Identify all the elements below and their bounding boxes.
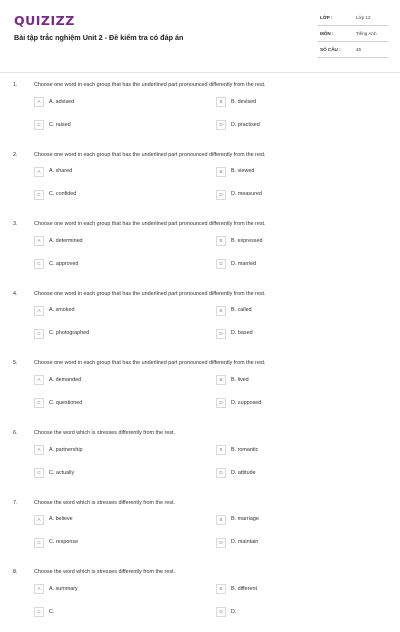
- option-letter-box[interactable]: D: [216, 329, 226, 339]
- option-letter-box[interactable]: D: [216, 120, 226, 130]
- question-item: [0, 423, 400, 493]
- question-text: Choose one word in each group that has the underlined part pronounced differently from the rest.: [34, 221, 266, 228]
- option-letter-box[interactable]: C: [34, 538, 44, 548]
- option-label: A. summary: [49, 585, 78, 592]
- meta-value: 45: [356, 47, 362, 52]
- option-label: B. marriage: [231, 516, 259, 523]
- option-letter-box[interactable]: C: [34, 329, 44, 339]
- option-letter-box[interactable]: A: [34, 584, 44, 594]
- question-number: 5.: [13, 360, 18, 367]
- option-label: A. shared: [49, 168, 73, 175]
- option-letter-box[interactable]: C: [34, 398, 44, 408]
- question-text: Choose one word in each group that has the underlined part pronounced differently from the rest.: [34, 360, 266, 367]
- question-number: 1.: [13, 82, 18, 88]
- option-label: C. approved: [49, 260, 79, 267]
- option-label: A. partnership: [49, 446, 83, 453]
- option-label: C. confided: [49, 191, 77, 198]
- option-label: C.: [49, 608, 55, 615]
- option-letter-box[interactable]: B: [216, 236, 226, 246]
- question-item: [0, 493, 400, 563]
- question-number: 8.: [13, 569, 18, 576]
- option-label: B. lived: [231, 376, 249, 383]
- option-label: C. response: [49, 539, 79, 546]
- meta-value: Lớp 12: [356, 15, 371, 20]
- option-label: D. supposed: [231, 399, 262, 406]
- option-label: B. romantic: [231, 446, 259, 453]
- option-label: D. based: [231, 330, 253, 337]
- question-text: Choose the word which is stresses differently from the rest.: [34, 430, 176, 436]
- option-label: D. maintain: [231, 539, 259, 546]
- header-divider: [0, 72, 400, 73]
- option-letter-box[interactable]: D: [216, 538, 226, 548]
- question-item: [0, 214, 400, 284]
- option-letter-box[interactable]: D: [216, 607, 226, 617]
- option-letter-box[interactable]: B: [216, 167, 226, 177]
- option-label: B. expressed: [231, 237, 263, 244]
- worksheet-header: [0, 0, 400, 72]
- question-text: Choose one word in each group that has the underlined part pronounced differently from the rest.: [34, 290, 266, 297]
- option-label: B. viewed: [231, 168, 255, 175]
- question-text: Choose the word which is stresses differently from the rest.: [34, 569, 176, 576]
- meta-key: LỚP :: [320, 15, 333, 20]
- meta-row-class: [318, 12, 388, 26]
- option-label: A. advised: [49, 98, 75, 105]
- question-item: [0, 353, 400, 423]
- meta-value: Tiếng Anh: [356, 31, 377, 36]
- question-item: [0, 562, 400, 632]
- question-number: 6.: [13, 430, 18, 436]
- option-label: B. different: [231, 585, 257, 592]
- option-label: C. actually: [49, 469, 75, 476]
- option-label: C. questioned: [49, 399, 83, 406]
- option-label: B. devised: [231, 98, 257, 105]
- meta-row-count: [318, 44, 388, 58]
- option-letter-box[interactable]: B: [216, 584, 226, 594]
- option-letter-box[interactable]: B: [216, 445, 226, 455]
- option-letter-box[interactable]: A: [34, 445, 44, 455]
- question-text: Choose one word in each group that has the underlined part pronounced differently from the rest.: [34, 151, 266, 158]
- option-letter-box[interactable]: A: [34, 97, 44, 107]
- option-label: A. demanded: [49, 376, 82, 383]
- option-letter-box[interactable]: C: [34, 259, 44, 269]
- option-label: D. attitude: [231, 469, 256, 476]
- question-number: 3.: [13, 221, 18, 228]
- question-text: Choose one word in each group that has the underlined part pronounced differently from the rest.: [34, 82, 266, 88]
- option-letter-box[interactable]: C: [34, 468, 44, 478]
- question-item: [0, 75, 400, 145]
- question-number: 7.: [13, 499, 18, 506]
- option-letter-box[interactable]: B: [216, 515, 226, 525]
- option-letter-box[interactable]: A: [34, 236, 44, 246]
- option-label: A. determined: [49, 237, 83, 244]
- option-label: B. called: [231, 307, 252, 314]
- option-letter-box[interactable]: D: [216, 468, 226, 478]
- option-letter-box[interactable]: A: [34, 375, 44, 385]
- option-letter-box[interactable]: D: [216, 190, 226, 200]
- question-text: Choose the word which is stresses differently from the rest.: [34, 499, 176, 506]
- option-letter-box[interactable]: D: [216, 259, 226, 269]
- question-number: 2.: [13, 151, 18, 158]
- option-letter-box[interactable]: B: [216, 306, 226, 316]
- option-letter-box[interactable]: A: [34, 167, 44, 177]
- option-label: D.: [231, 608, 237, 615]
- question-number: 4.: [13, 290, 18, 297]
- option-letter-box[interactable]: C: [34, 607, 44, 617]
- meta-key: MÔN :: [320, 31, 334, 36]
- option-label: C. raised: [49, 121, 71, 128]
- option-letter-box[interactable]: A: [34, 515, 44, 525]
- option-label: D. practised: [231, 121, 260, 128]
- option-label: D. measured: [231, 191, 262, 198]
- option-letter-box[interactable]: A: [34, 306, 44, 316]
- meta-row-subject: [318, 28, 388, 42]
- option-label: D. married: [231, 260, 257, 267]
- option-label: A. believe: [49, 516, 73, 523]
- question-item: [0, 145, 400, 215]
- quizizz-logo: QUIZIZZ: [14, 13, 75, 28]
- option-letter-box[interactable]: C: [34, 120, 44, 130]
- option-letter-box[interactable]: B: [216, 375, 226, 385]
- option-letter-box[interactable]: C: [34, 190, 44, 200]
- option-label: C. photographed: [49, 330, 90, 337]
- page-title: Bài tập trắc nghiệm Unit 2 - Đề kiểm tra có đáp án: [14, 33, 184, 42]
- option-letter-box[interactable]: D: [216, 398, 226, 408]
- option-label: A. smoked: [49, 307, 75, 314]
- meta-key: SỐ CÂU :: [320, 47, 341, 52]
- option-letter-box[interactable]: B: [216, 97, 226, 107]
- question-item: [0, 284, 400, 354]
